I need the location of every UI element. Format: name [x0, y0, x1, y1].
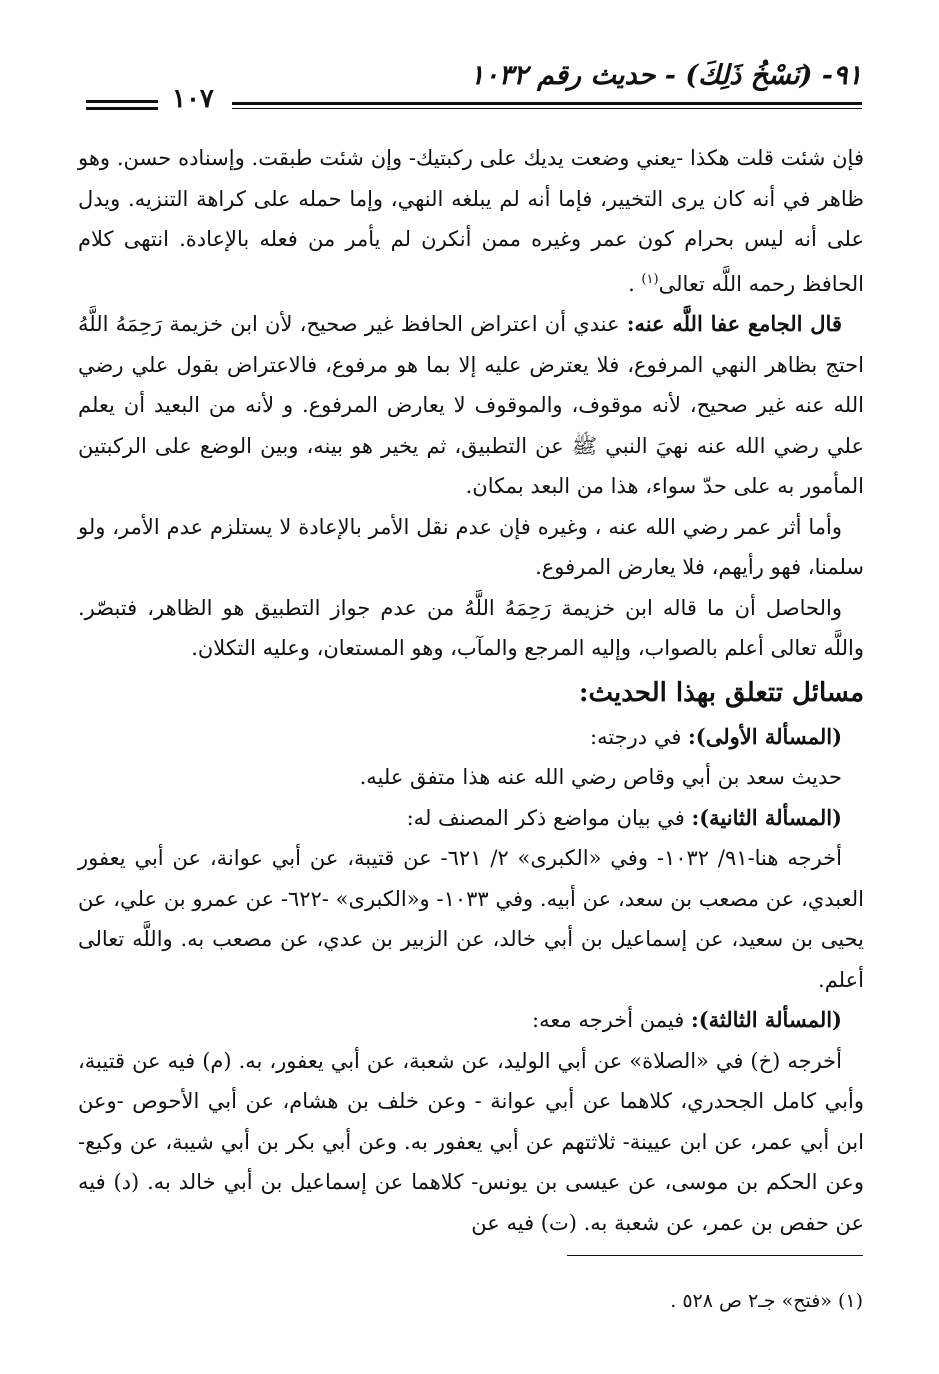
page-number-rule-left: [86, 100, 158, 103]
paragraph-4: والحاصل أن ما قاله ابن خزيمة رَحِمَهُ اللَّهُ من عدم جواز التطبيق هو الظاهر، فتبصّر. واللَّه تعالى أعلم بالصواب، وإليه المرجع والمآب، وهو المستعان، وعليه التكلان.: [78, 595, 864, 660]
masala-1-heading: (المسألة الأولى): في درجته:: [590, 723, 842, 749]
masala-2-heading: (المسألة الثانية): في بيان مواضع ذكر المصنف له:: [406, 804, 842, 830]
jami-label: قال الجامع عفا اللَّه عنه:: [626, 311, 842, 336]
footnote-divider: [567, 1255, 863, 1256]
page-number: ١٠٧: [172, 84, 214, 114]
header-rule: [232, 102, 862, 105]
footnote-ref: (١): [641, 271, 659, 287]
section-heading: مسائل تتعلق بهذا الحديث:: [578, 677, 864, 708]
page-header: [82, 58, 862, 122]
paragraph-1: فإن شئت قلت هكذا -يعني وضعت يديك على ركبتيك- وإن شئت طبقت. وإسناده حسن. وهو ظاهر في أنه كان يرى التخيير، فإما أنه لم يبلغه النهي، وإما حمله على كراهة التنزيه. ويدل على أنه ليس بحرام كون عمر وغيره ممن أنكرن لم يأمر من فعله بالإعادة. انتهى كلام الحافظ رحمه اللَّه تعالى$^{(١)}$ .: [78, 146, 864, 296]
masala-3-text: أخرجه (خ) في «الصلاة» عن أبي الوليد، عن شعبة، عن أبي يعفور، به. (م) فيه عن قتيبة، وأبي كامل الجحدري، كلاهما عن أبي عوانة - وعن خلف بن هشام، عن أبي الأحوص -وعن ابن أبي عمر، عن ابن عيينة- ثلاثتهم عن أبي يعفور به. وعن أبي بكر بن أبي شيبة، عن وكيع- وعن الحكم بن موسى، عن عيسى بن يونس- كلاهما عن إسماعيل بن أبي خالد به. (د) فيه عن حفص بن عمر، عن شعبة به. (ت) فيه عن: [78, 1048, 864, 1235]
masala-2-text: أخرجه هنا-٩١/ ١٠٣٢- وفي «الكبرى» ٢/ ٦٢١- عن قتيبة، عن أبي عوانة، عن أبي يعفور العبدي، عن مصعب بن سعد، عن أبيه. وفي ١٠٣٣- و«الكبرى» -٦٢٢- عن عمرو بن علي، عن يحيى بن سعيد، عن إسماعيل بن أبي خالد، عن الزبير بن عدي، عن مصعب به. واللَّه تعالى أعلم.: [78, 846, 865, 992]
running-title: ٩١- (نَسْخُ ذَلِكَ) - حديث رقم ١٠٣٢: [469, 60, 862, 91]
main-text: [78, 138, 864, 1243]
header-rule-thin: [232, 108, 862, 109]
page-number-rule-left-lower: [86, 107, 158, 110]
footnote: (١) «فتح» جـ٢ ص ٥٢٨ .: [670, 1290, 863, 1312]
paragraph-2: قال الجامع عفا اللَّه عنه: عندي أن اعتراض الحافظ غير صحيح، لأن ابن خزيمة رَحِمَهُ اللَّهُ احتج بظاهر النهي المرفوع، فلا يعترض عليه إلا بما هو مرفوع، فالاعتراض بقول علي رضي الله عنه غير صحيح، لأنه موقوف، والموقوف لا يعارض المرفوع. و لأنه من البعيد أن يعلم علي رضي الله عنه نهيَ النبي ﷺ عن التطبيق، ثم يخير هو بينه، وبين الوضع على الركبتين المأمور به على حدّ سواء، هذا من البعد بمكان.: [78, 311, 864, 498]
masala-3-heading: (المسألة الثالثة): فيمن أخرجه معه:: [532, 1007, 842, 1032]
masala-1-text: حديث سعد بن أبي وقاص رضي الله عنه هذا متفق عليه.: [359, 765, 842, 789]
paragraph-3: وأما أثر عمر رضي الله عنه ، وغيره فإن عدم نقل الأمر بالإعادة لا يستلزم عدم الأمر، ولو سلمنا، فهو رأيهم، فلا يعارض المرفوع.: [78, 514, 864, 579]
